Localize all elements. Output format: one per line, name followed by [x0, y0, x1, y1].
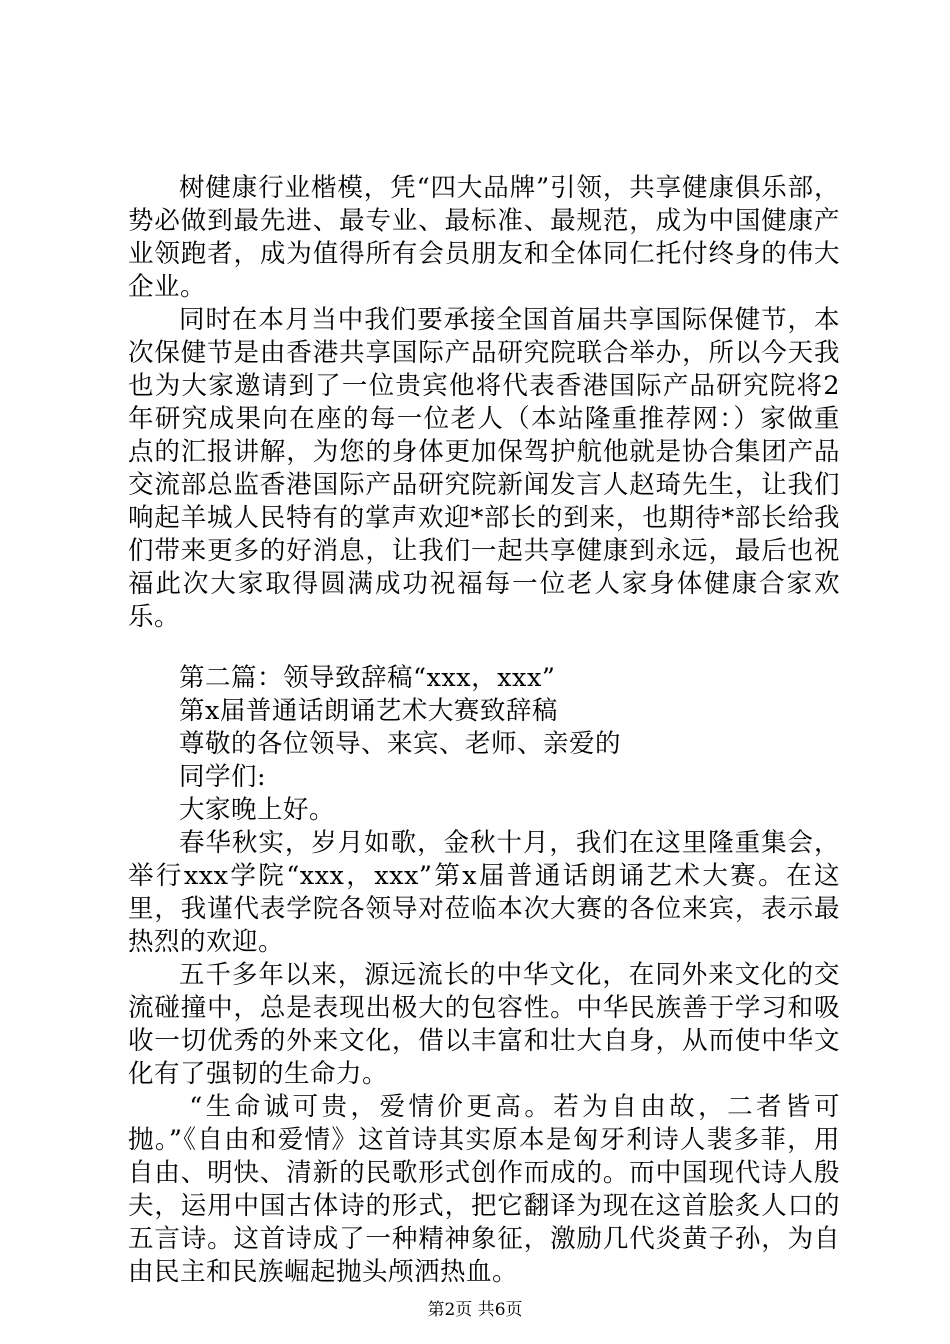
body-paragraph: 同时在本月当中我们要承接全国首届共享国际保健节，本次保健节是由香港共享国际产品研究院联合举办，所以今天我也为大家邀请到了一位贵宾他将代表香港国际产品研究院将2年研究成果向在座的每一位老人（本站隆重推荐网：）家做重点的汇报讲解，为您的身体更加保驾护航他就是协合集团产品交流部总监香港国际产品研究院新闻发言人赵琦先生，让我们响起羊城人民特有的掌声欢迎*部长的到来，也期待*部长给我们带来更多的好消息，让我们一起共享健康到永远，最后也祝福此次大家取得圆满成功祝福每一位老人家身体健康合家欢乐。: [128, 305, 840, 632]
body-paragraph: 五千多年以来，源远流长的中华文化，在同外来文化的交流碰撞中，总是表现出极大的包容性。中华民族善于学习和吸收一切优秀的外来文化，借以丰富和壮大自身，从而使中华文化有了强韧的生命力。: [128, 960, 840, 1089]
page-number-footer: 第2页 共6页: [427, 1300, 523, 1320]
part2-heading: 第二篇：领导致辞稿“xxx，xxx”: [179, 663, 556, 693]
part2-section: [128, 662, 840, 1289]
body-paragraph: 树健康行业楷模，凭“四大品牌”引领，共享健康俱乐部，势必做到最先进、最专业、最标准、最规范，成为中国健康产业领跑者，成为值得所有会员朋友和全体同仁托付终身的伟大企业。: [128, 173, 840, 302]
part2-subtitle: 第x届普通话朗诵艺术大赛致辞稿: [179, 696, 558, 726]
body-paragraph: 春华秋实，岁月如歌，金秋十月，我们在这里隆重集会，举行xxx学院“xxx，xxx”第x届普通话朗诵艺术大赛。在这里，我谨代表学院各领导对莅临本次大赛的各位来宾，表示最热烈的欢迎。: [128, 828, 840, 957]
salutation-line: 尊敬的各位领导、来宾、老师、亲爱的: [179, 729, 622, 759]
greeting: 大家晚上好。: [179, 795, 336, 825]
body-paragraph: “生命诚可贵，爱情价更高。若为自由故，二者皆可抛。”《自由和爱情》这首诗其实原本是匈牙利诗人裴多菲，用自由、明快、清新的民歌形式创作而成的。而中国现代诗人殷夫，运用中国古体诗的形式，把它翻译为现在这首脍炙人口的五言诗。这首诗成了一种精神象征，激励几代炎黄子孙，为自由民主和民族崛起抛头颅洒热血。: [128, 1092, 840, 1287]
salutation-line: 同学们:: [179, 762, 267, 792]
document-body: [128, 172, 840, 1289]
